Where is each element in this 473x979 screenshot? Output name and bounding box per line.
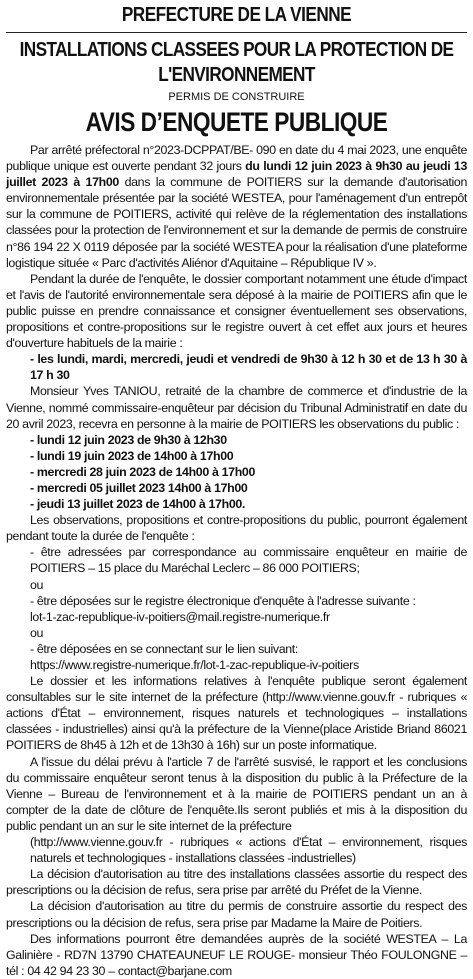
registre-email: lot-1-zac-republique-iv-poitiers@mail.registre-numerique.fr — [30, 609, 330, 624]
ou-separator: ou — [30, 625, 44, 640]
paragraph-contact: Des informations pourront être demandées auprès de la société WESTEA – La Galinière - RD7N 13790 CHATEAUNEUF LE ROUGE- monsieur Théo FOULONGNE – tél : 04 42 94 23 30 – contact@barjane.com — [6, 931, 467, 978]
option-lien: - être déposées en se connectant sur le lien suivant: — [30, 641, 298, 656]
notice-body — [6, 142, 467, 979]
notice-subtitle: PERMIS DE CONSTRUIRE — [168, 91, 305, 103]
legal-notice — [0, 3, 473, 979]
option-correspondance: - être adressées par correspondance au commissaire enquêteur en mairie de POITIERS – 15 place du Maréchal Leclerc – 86 000 POITIERS; — [30, 545, 467, 576]
arrete-text: Par arrêté préfectoral n°2023-DCPPAT/BE- 090 en date du 4 mai 2023, une enquête publique unique est ouverte pendant 32 jours — [6, 143, 467, 174]
permanence-item: - lundi 12 juin 2023 de 9h30 à 12h30 — [30, 432, 227, 447]
permanence-item: - mercredi 05 juillet 2023 14h00 à 17h00 — [30, 480, 248, 495]
registre-link: https://www.registre-numerique.fr/lot-1-zac-republique-iv-poitiers — [30, 658, 359, 672]
enquete-dates: du lundi 12 juin 2023 à 9h30 au jeudi 13 juillet 2023 à 17h00 — [6, 159, 467, 190]
paragraph-decision-permis: La décision d'autorisation au titre du permis de construire assortie du respect des prescriptions ou la décision de refus, sera prise par Madame la Maire de Poitiers. — [6, 899, 467, 930]
paragraph-observations: Les observations, propositions et contre-propositions du public, pourront également pendant toute la durée de l'enquête : — [6, 513, 467, 544]
paragraph-commissaire: Monsieur Yves TANIOU, retraité de la chambre de commerce et d'industrie de la Vienne, nommé commissaire-enquêteur par décision du Tribunal Administratif en date du 20 avril 2023, recevra en personne à la mairie de POITIERS les observations du public : — [6, 384, 467, 431]
permanence-item: - jeudi 13 juillet 2023 de 14h00 à 17h00. — [30, 497, 245, 512]
ou-separator: ou — [30, 577, 44, 592]
rapport-site: (http://www.vienne.gouv.fr - rubriques « actions d'État – environnement, risques naturels et technologiques - installations classées -industrielles) — [30, 835, 467, 866]
avis-heading: AVIS D’ENQUETE PUBLIQUE — [85, 107, 388, 137]
heading-divider — [6, 32, 467, 33]
mairie-hours-text: - les lundi, mardi, mercredi, jeudi et vendredi de 9h30 à 12 h 30 et de 13 h 30 à 17 h 30 — [30, 352, 467, 383]
notice-title: INSTALLATIONS CLASSEES POUR LA PROTECTION DE L'ENVIRONNEMENT — [19, 39, 454, 86]
prefecture-heading: PREFECTURE DE LA VIENNE — [121, 4, 352, 26]
mairie-hours — [6, 351, 467, 383]
option-registre: - être déposées sur le registre électronique d'enquête à l'adresse suivante : — [30, 593, 416, 608]
permanence-item: - lundi 19 juin 2023 de 14h00 à 17h00 — [30, 448, 234, 463]
paragraph-arrete — [6, 142, 467, 271]
paragraph-rapport: A l'issue du délai prévu à l'article 7 de l'arrêté susvisé, le rapport et les conclusions du commissaire enquêteur seront tenus à la disposition du public à la Préfecture de la Vienne – Bureau de l'environnement et à la mairie de POITIERS pendant un an à compter de la date de clôture de l'enquête.Ils seront publiés et mis à la disposition du public pendant un an sur le site internet de la préfecture — [6, 754, 467, 833]
permanence-item: - mercredi 28 juin 2023 de 14h00 à 17h00 — [30, 464, 255, 479]
paragraph-decision-icpe: La décision d'autorisation au titre des installations classées assortie du respect des prescriptions ou la décision de refus, sera prise par arrêté du Préfet de la Vienne. — [6, 867, 467, 898]
arrete-text-cont: dans la commune de POITIERS sur la demande d'autorisation environnementale présentée par la société WESTEA, pour l'aménagement d'un entrepôt sur la commune de POITIERS, activité qui relève de la réglementation des installations classées pour la protection de l'environnement et sur la demande de permis de construire n°86 194 22 X 0119 déposée par la société WESTEA pour la réalisation d'une plateforme logistique située « Parc d'activités Aliénor d'Aquitaine – République IV ». — [6, 175, 467, 270]
paragraph-consultation: Le dossier et les informations relatives à l'enquête publique seront également consultables sur le site internet de la préfecture (http://www.vienne.gouv.fr - rubriques « actions d'État – environnement, risques naturels et technologiques – installations classées - industrielles) ainsi qu'à la préfecture de la Vienne(place Aristide Briand 86021 POITIERS de 8h45 à 12h et de 13h30 à 16h) sur un poste informatique. — [6, 674, 467, 753]
paragraph-dossier: Pendant la durée de l'enquête, le dossier comportant notamment une étude d'impact et l'avis de l'autorité environnementale sera déposé à la mairie de POITIERS afin que le public puisse en prendre connaissance et consigner éventuellement ses observations, propositions et contre-propositions sur le registre ouvert à cet effet aux jours et heures d'ouverture habituels de la mairie : — [6, 271, 467, 351]
